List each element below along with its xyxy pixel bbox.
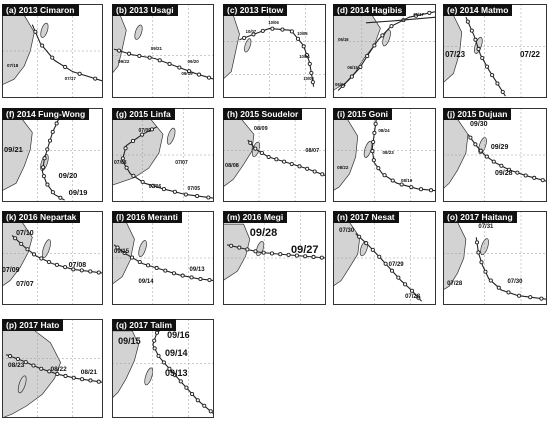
track-point bbox=[97, 271, 100, 274]
track-point bbox=[372, 140, 375, 143]
track-point bbox=[43, 157, 46, 160]
track-point bbox=[184, 193, 187, 196]
track-point bbox=[164, 269, 167, 272]
track-point bbox=[89, 379, 92, 382]
panel-title: (h) 2015 Soudelor bbox=[223, 108, 302, 120]
track-point bbox=[298, 165, 301, 168]
track-point bbox=[479, 149, 482, 152]
track-point bbox=[97, 380, 100, 383]
track-point bbox=[246, 248, 249, 251]
date-label: 09/20 bbox=[58, 170, 78, 180]
track-point bbox=[279, 253, 282, 256]
track-point bbox=[78, 72, 81, 75]
track-point bbox=[419, 188, 422, 191]
date-label: 08/07 bbox=[305, 148, 320, 155]
track-point bbox=[492, 160, 495, 163]
track-point bbox=[16, 357, 19, 360]
track-point bbox=[366, 54, 369, 57]
track-point bbox=[64, 266, 67, 269]
track-point bbox=[125, 166, 128, 169]
track-point bbox=[254, 147, 257, 150]
track-point bbox=[89, 270, 92, 273]
track-point bbox=[485, 65, 488, 68]
track-point bbox=[350, 75, 353, 78]
track-map bbox=[223, 211, 326, 305]
track-point bbox=[158, 59, 161, 62]
track-point bbox=[153, 347, 156, 350]
track-point bbox=[261, 29, 264, 32]
track-point bbox=[153, 339, 156, 342]
track-point bbox=[290, 30, 293, 33]
date-label: 06/15 bbox=[347, 65, 358, 71]
track-point bbox=[32, 253, 35, 256]
track-point bbox=[533, 176, 536, 179]
track-point bbox=[249, 141, 252, 144]
date-label: 07/09 bbox=[138, 127, 152, 134]
track-point bbox=[173, 190, 176, 193]
map-panel bbox=[333, 4, 436, 98]
date-label: 08/22 bbox=[50, 365, 67, 373]
track-point bbox=[270, 252, 273, 255]
date-label: 07/29 bbox=[388, 261, 404, 268]
map-panel bbox=[333, 108, 436, 202]
track-point bbox=[146, 264, 149, 267]
track-map bbox=[443, 108, 547, 202]
track-point bbox=[51, 130, 54, 133]
date-label: 10/05 bbox=[297, 31, 308, 37]
track-point bbox=[312, 255, 315, 258]
track-point bbox=[131, 139, 134, 142]
map-panel bbox=[112, 319, 214, 418]
track-point bbox=[190, 392, 193, 395]
track-point bbox=[518, 294, 521, 297]
date-label: 08/24 bbox=[378, 127, 390, 133]
map-panel bbox=[223, 4, 326, 98]
track-point bbox=[371, 248, 374, 251]
map-panel bbox=[2, 319, 103, 418]
date-label: 07/30 bbox=[507, 278, 523, 285]
track-point bbox=[390, 269, 393, 272]
track-point bbox=[148, 56, 151, 59]
date-label: 06/16 bbox=[338, 36, 349, 42]
track-point bbox=[42, 175, 45, 178]
track-point bbox=[238, 246, 241, 249]
panel-title: (k) 2016 Nepartak bbox=[2, 211, 80, 223]
track-point bbox=[47, 260, 50, 263]
date-label: 06/14 bbox=[335, 81, 346, 87]
date-label: 09/21 bbox=[4, 144, 23, 154]
track-point bbox=[185, 386, 188, 389]
date-label: 07/17 bbox=[64, 76, 76, 82]
track-map bbox=[112, 319, 214, 418]
track-point bbox=[207, 196, 210, 199]
track-point bbox=[371, 150, 374, 153]
date-label: 07/08 bbox=[114, 159, 127, 166]
track-point bbox=[481, 56, 484, 59]
track-point bbox=[541, 179, 544, 182]
track-point bbox=[80, 269, 83, 272]
panel-title: (b) 2013 Usagi bbox=[112, 4, 178, 16]
track-point bbox=[308, 62, 311, 65]
track-point bbox=[34, 30, 37, 33]
track-point bbox=[271, 27, 274, 30]
track-point bbox=[197, 73, 200, 76]
track-point bbox=[55, 122, 58, 125]
track-point bbox=[383, 174, 386, 177]
date-label: 09/19 bbox=[68, 187, 88, 197]
track-point bbox=[155, 266, 158, 269]
map-panel bbox=[443, 4, 547, 98]
track-point bbox=[474, 38, 477, 41]
date-label: 08/22 bbox=[337, 165, 349, 171]
track-point bbox=[281, 28, 284, 31]
track-point bbox=[429, 189, 432, 192]
track-point bbox=[40, 257, 43, 260]
date-label: 09/20 bbox=[187, 59, 199, 65]
track-point bbox=[475, 241, 478, 244]
track-point bbox=[230, 244, 233, 247]
map-panel bbox=[443, 211, 547, 305]
track-point bbox=[296, 37, 299, 40]
track-point bbox=[378, 255, 381, 258]
track-point bbox=[496, 82, 499, 85]
panel-title: (n) 2017 Nesat bbox=[333, 211, 399, 223]
track-point bbox=[500, 164, 503, 167]
map-panel bbox=[2, 211, 103, 305]
date-label: 07/30 bbox=[339, 227, 355, 234]
track-point bbox=[391, 179, 394, 182]
track-point bbox=[501, 90, 504, 93]
date-label: 09/27 bbox=[290, 243, 319, 256]
track-point bbox=[381, 34, 384, 37]
panel-title: (c) 2013 Fitow bbox=[223, 4, 287, 16]
track-point bbox=[203, 404, 206, 407]
track-point bbox=[373, 44, 376, 47]
map-panel bbox=[223, 211, 326, 305]
track-point bbox=[477, 251, 480, 254]
track-point bbox=[138, 260, 141, 263]
panel-title: (e) 2014 Matmo bbox=[443, 4, 512, 16]
panel-title: (i) 2015 Goni bbox=[333, 108, 392, 120]
track-point bbox=[64, 374, 67, 377]
date-label: 07/18 bbox=[7, 63, 19, 69]
track-point bbox=[157, 354, 160, 357]
date-label: 09/21 bbox=[150, 46, 163, 52]
date-label: 08/21 bbox=[80, 369, 98, 377]
panel-title: (g) 2015 Linfa bbox=[112, 108, 175, 120]
track-point bbox=[190, 276, 193, 279]
track-point bbox=[124, 147, 127, 150]
track-point bbox=[410, 186, 413, 189]
map-panel bbox=[2, 4, 103, 98]
track-point bbox=[132, 174, 135, 177]
date-label: 07/28 bbox=[405, 293, 421, 300]
panel-title: (l) 2016 Meranti bbox=[112, 211, 182, 223]
track-point bbox=[466, 20, 469, 23]
date-label: 07/28 bbox=[447, 280, 463, 287]
track-map bbox=[333, 211, 436, 305]
date-label: 07/08 bbox=[68, 261, 87, 269]
track-point bbox=[243, 36, 246, 39]
track-point bbox=[480, 261, 483, 264]
track-map bbox=[2, 108, 103, 202]
track-point bbox=[516, 171, 519, 174]
track-point bbox=[14, 237, 17, 240]
track-point bbox=[290, 162, 293, 165]
date-label: 07/05 bbox=[187, 185, 200, 192]
track-point bbox=[48, 139, 51, 142]
track-point bbox=[138, 54, 141, 57]
date-label: 08/19 bbox=[400, 178, 413, 184]
track-point bbox=[168, 62, 171, 65]
track-point bbox=[130, 256, 133, 259]
track-point bbox=[141, 180, 144, 183]
track-point bbox=[117, 49, 120, 52]
track-point bbox=[320, 256, 323, 259]
panel-title: (j) 2015 Dujuan bbox=[443, 108, 511, 120]
track-point bbox=[306, 167, 309, 170]
track-point bbox=[374, 122, 377, 125]
track-point bbox=[162, 361, 165, 364]
track-point bbox=[46, 148, 49, 151]
track-point bbox=[162, 187, 165, 190]
date-label: 09/30 bbox=[470, 121, 488, 129]
track-point bbox=[32, 364, 35, 367]
date-label: 09/14 bbox=[138, 278, 154, 285]
track-point bbox=[485, 155, 488, 158]
track-point bbox=[127, 52, 130, 55]
track-point bbox=[397, 276, 400, 279]
date-label: 10/06 bbox=[268, 19, 279, 25]
sea-area bbox=[223, 4, 326, 98]
track-point bbox=[507, 291, 510, 294]
track-map bbox=[223, 108, 326, 202]
track-point bbox=[313, 170, 316, 173]
track-point bbox=[207, 76, 210, 79]
track-map bbox=[2, 4, 103, 98]
track-point bbox=[359, 65, 362, 68]
panel-title: (f) 2014 Fung-Wong bbox=[2, 108, 89, 120]
track-point bbox=[55, 263, 58, 266]
track-point bbox=[24, 361, 27, 364]
track-point bbox=[310, 71, 313, 74]
track-point bbox=[390, 25, 393, 28]
track-point bbox=[178, 66, 181, 69]
panel-title: (d) 2014 Hagibis bbox=[333, 4, 406, 16]
map-panel bbox=[223, 108, 326, 202]
track-point bbox=[524, 174, 527, 177]
track-point bbox=[470, 29, 473, 32]
track-map bbox=[112, 4, 214, 98]
map-panel bbox=[2, 108, 103, 202]
track-point bbox=[196, 399, 199, 402]
track-point bbox=[260, 151, 263, 154]
sea-area bbox=[112, 4, 214, 98]
date-label: 09/14 bbox=[165, 347, 188, 358]
track-point bbox=[196, 194, 199, 197]
date-label: 09/15 bbox=[118, 335, 141, 346]
track-point bbox=[262, 251, 265, 254]
track-point bbox=[428, 11, 431, 14]
track-point bbox=[489, 279, 492, 282]
map-panel bbox=[112, 108, 214, 202]
date-label: 10/07 bbox=[245, 29, 257, 35]
date-label: 09/16 bbox=[167, 329, 190, 340]
date-label: 07/10 bbox=[16, 229, 34, 237]
date-label: 07/23 bbox=[445, 50, 466, 59]
track-point bbox=[172, 272, 175, 275]
date-label: 10/04 bbox=[299, 53, 310, 59]
track-point bbox=[20, 242, 23, 245]
track-point bbox=[287, 253, 290, 256]
panel-title: (q) 2017 Talim bbox=[112, 319, 176, 331]
date-label: 08/08 bbox=[225, 163, 239, 170]
track-point bbox=[254, 250, 257, 253]
track-point bbox=[372, 159, 375, 162]
track-point bbox=[365, 242, 368, 245]
track-point bbox=[377, 167, 380, 170]
track-point bbox=[40, 367, 43, 370]
date-label: 07/31 bbox=[478, 224, 494, 231]
track-map bbox=[223, 4, 326, 98]
track-point bbox=[51, 191, 54, 194]
track-point bbox=[46, 183, 49, 186]
track-point bbox=[80, 378, 83, 381]
track-point bbox=[373, 131, 376, 134]
date-label: 09/22 bbox=[118, 59, 130, 65]
track-point bbox=[491, 74, 494, 77]
track-point bbox=[529, 296, 532, 299]
track-point bbox=[59, 196, 62, 199]
map-panel bbox=[443, 108, 547, 202]
track-map bbox=[2, 211, 103, 305]
date-label: 08/23 bbox=[382, 150, 394, 156]
track-point bbox=[42, 166, 45, 169]
track-point bbox=[384, 262, 387, 265]
track-point bbox=[302, 45, 305, 48]
track-point bbox=[410, 289, 413, 292]
track-point bbox=[8, 354, 11, 357]
track-point bbox=[41, 44, 44, 47]
map-panel bbox=[112, 211, 214, 305]
date-label: 09/13 bbox=[165, 367, 188, 378]
track-point bbox=[26, 248, 29, 251]
date-label: 06/17 bbox=[413, 12, 424, 18]
track-point bbox=[199, 277, 202, 280]
date-label: 09/29 bbox=[490, 143, 509, 151]
track-point bbox=[94, 77, 97, 80]
date-label: 07/06 bbox=[148, 184, 162, 191]
map-panel bbox=[333, 211, 436, 305]
date-label: 09/19 bbox=[181, 70, 193, 76]
track-map bbox=[333, 4, 436, 98]
date-label: 09/28 bbox=[249, 226, 278, 239]
track-point bbox=[155, 331, 158, 334]
track-point bbox=[208, 278, 211, 281]
track-point bbox=[51, 56, 54, 59]
panel-title: (a) 2013 Cimaron bbox=[2, 4, 79, 16]
date-label: 07/07 bbox=[16, 280, 34, 288]
track-point bbox=[474, 143, 477, 146]
track-point bbox=[540, 297, 543, 300]
date-label: 09/15 bbox=[114, 248, 130, 255]
track-point bbox=[282, 160, 285, 163]
date-label: 07/22 bbox=[519, 50, 540, 59]
date-label: 09/28 bbox=[495, 170, 513, 178]
panel-title: (p) 2017 Hato bbox=[2, 319, 63, 331]
date-label: 10/03 bbox=[303, 76, 314, 82]
track-point bbox=[72, 376, 75, 379]
track-point bbox=[63, 65, 66, 68]
date-label: 08/09 bbox=[253, 125, 268, 132]
date-label: 09/13 bbox=[189, 267, 205, 274]
date-label: 07/09 bbox=[2, 267, 20, 275]
track-map bbox=[443, 211, 547, 305]
date-label: 08/23 bbox=[8, 361, 25, 369]
panel-title: (o) 2017 Haitang bbox=[443, 211, 517, 223]
track-point bbox=[275, 158, 278, 161]
track-map bbox=[112, 211, 214, 305]
map-panel bbox=[112, 4, 214, 98]
track-point bbox=[179, 380, 182, 383]
track-point bbox=[404, 283, 407, 286]
track-point bbox=[477, 47, 480, 50]
track-point bbox=[469, 136, 472, 139]
track-point bbox=[321, 173, 324, 176]
track-point bbox=[267, 155, 270, 158]
panel-title: (m) 2016 Megi bbox=[223, 211, 287, 223]
track-point bbox=[181, 274, 184, 277]
track-point bbox=[209, 410, 212, 413]
track-point bbox=[484, 270, 487, 273]
date-label: 07/07 bbox=[175, 159, 188, 166]
track-point bbox=[358, 235, 361, 238]
track-point bbox=[497, 286, 500, 289]
